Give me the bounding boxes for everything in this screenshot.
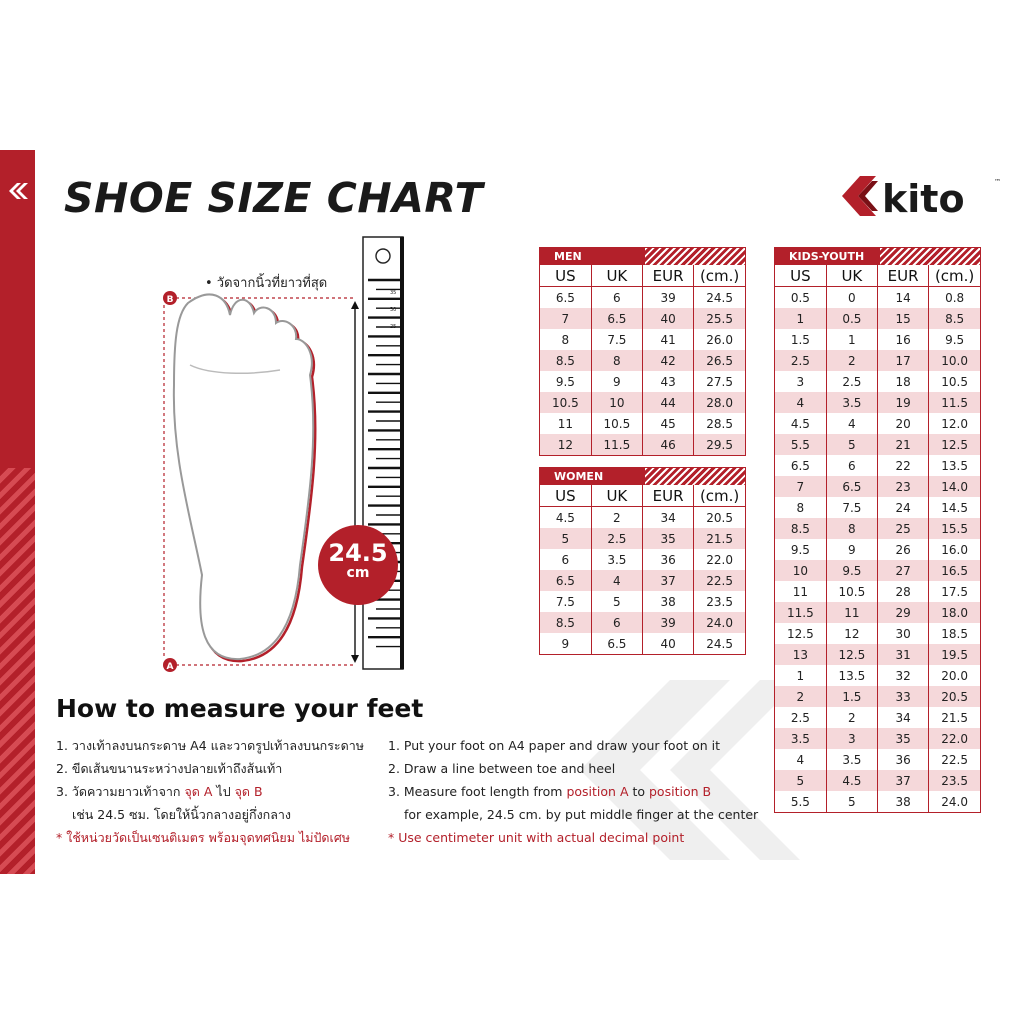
table-cell: 14.5	[929, 497, 980, 518]
table-cell: 25	[878, 518, 929, 539]
table-cell: 8	[591, 350, 642, 371]
table-cell: 6	[591, 287, 642, 309]
brand-chevron-icon	[7, 180, 29, 202]
table-cell: 28	[878, 581, 929, 602]
table-cell: 12	[826, 623, 877, 644]
men-table-title: MEN	[554, 250, 582, 263]
table-cell: 5.5	[775, 791, 826, 812]
table-cell: 10.5	[540, 392, 591, 413]
table-row	[775, 539, 980, 560]
table-cell: 38	[878, 791, 929, 812]
table-row	[775, 749, 980, 770]
table-cell: 41	[643, 329, 694, 350]
table-cell: 29	[878, 602, 929, 623]
table-cell: 20.5	[929, 686, 980, 707]
ruler	[362, 236, 406, 672]
table-row	[540, 413, 745, 434]
how-to-measure-heading: How to measure your feet	[56, 694, 424, 723]
table-cell: 11	[540, 413, 591, 434]
thai-step-3-example: เช่น 24.5 ซม. โดยให้นิ้วกลางอยู่กึ่งกลาง	[72, 807, 292, 822]
table-row	[775, 560, 980, 581]
table-row	[775, 392, 980, 413]
table-cell: 16	[878, 329, 929, 350]
table-cell: 26.0	[694, 329, 745, 350]
table-row	[775, 497, 980, 518]
table-row	[775, 623, 980, 644]
table-cell: 8.5	[929, 308, 980, 329]
table-cell: 9.5	[826, 560, 877, 581]
page-title: SHOE SIZE CHART	[64, 174, 484, 222]
table-row	[775, 644, 980, 665]
table-cell: 14	[878, 287, 929, 309]
en-step-1: 1. Put your foot on A4 paper and draw your foot on it	[388, 738, 721, 753]
point-a-label: A	[166, 662, 174, 672]
table-cell: 29.5	[694, 434, 745, 455]
table-cell: 11.5	[591, 434, 642, 455]
table-row	[540, 528, 745, 549]
table-cell: 24.5	[694, 633, 745, 654]
table-cell: 6	[591, 612, 642, 633]
kids-youth-size-table	[774, 247, 981, 813]
col-uk: UK	[591, 485, 642, 507]
table-cell: 8	[826, 518, 877, 539]
table-cell: 27.5	[694, 371, 745, 392]
table-cell: 4.5	[826, 770, 877, 791]
table-cell: 30	[878, 623, 929, 644]
table-cell: 26	[878, 539, 929, 560]
table-cell: 2	[826, 350, 877, 371]
table-cell: 12.0	[929, 413, 980, 434]
table-row	[775, 434, 980, 455]
table-cell: 0	[826, 287, 877, 309]
women-table-title: WOMEN	[554, 470, 604, 483]
en-step-2: 2. Draw a line between toe and heel	[388, 761, 616, 776]
table-cell: 45	[643, 413, 694, 434]
table-cell: 18.5	[929, 623, 980, 644]
table-cell: 32	[878, 665, 929, 686]
table-cell: 3.5	[591, 549, 642, 570]
table-cell: 22.0	[694, 549, 745, 570]
table-cell: 22.5	[694, 570, 745, 591]
table-cell: 24.0	[694, 612, 745, 633]
table-cell: 1.5	[826, 686, 877, 707]
table-row	[775, 770, 980, 791]
table-cell: 18	[878, 371, 929, 392]
table-cell: 2.5	[591, 528, 642, 549]
kito-logo	[838, 172, 1004, 220]
table-cell: 9	[591, 371, 642, 392]
table-cell: 22.0	[929, 728, 980, 749]
table-cell: 40	[643, 633, 694, 654]
en-note: * Use centimeter unit with actual decimal point	[388, 830, 685, 845]
table-cell: 3.5	[826, 749, 877, 770]
table-cell: 23.5	[694, 591, 745, 612]
table-row	[775, 665, 980, 686]
table-cell: 5	[826, 791, 877, 812]
thai-step-3-mid: ไป	[212, 784, 235, 799]
table-cell: 43	[643, 371, 694, 392]
table-cell: 33	[878, 686, 929, 707]
table-row	[540, 633, 745, 654]
table-row	[775, 371, 980, 392]
thai-point-a: จุด A	[184, 784, 213, 799]
kids-table-title: KIDS-YOUTH	[789, 250, 865, 263]
table-cell: 17.5	[929, 581, 980, 602]
table-cell: 8	[775, 497, 826, 518]
table-cell: 11.5	[929, 392, 980, 413]
table-cell: 6.5	[540, 287, 591, 309]
table-cell: 4.5	[540, 507, 591, 529]
table-cell: 15	[878, 308, 929, 329]
men-table-header	[540, 265, 745, 287]
table-cell: 19.5	[929, 644, 980, 665]
table-cell: 10.5	[591, 413, 642, 434]
table-cell: 2.5	[826, 371, 877, 392]
table-row	[775, 518, 980, 539]
table-cell: 10.5	[826, 581, 877, 602]
table-cell: 27	[878, 560, 929, 581]
en-position-b: position B	[649, 784, 712, 799]
table-cell: 3	[826, 728, 877, 749]
table-cell: 17	[878, 350, 929, 371]
table-cell: 4	[591, 570, 642, 591]
table-cell: 8.5	[775, 518, 826, 539]
table-cell: 21	[878, 434, 929, 455]
table-row	[540, 308, 745, 329]
table-cell: 36	[643, 549, 694, 570]
brand-wordmark: kito	[882, 177, 965, 220]
table-cell: 34	[878, 707, 929, 728]
table-cell: 12.5	[929, 434, 980, 455]
table-cell: 0.8	[929, 287, 980, 309]
table-row	[775, 602, 980, 623]
table-cell: 20.0	[929, 665, 980, 686]
table-cell: 39	[643, 612, 694, 633]
thai-step-1: 1. วางเท้าลงบนกระดาษ A4 และวาดรูปเท้าลงบนกระดาษ	[56, 738, 365, 753]
table-cell: 5	[775, 770, 826, 791]
table-cell: 34	[643, 507, 694, 529]
table-cell: 7.5	[591, 329, 642, 350]
table-cell: 3.5	[826, 392, 877, 413]
col-cm: (cm.)	[694, 265, 745, 287]
table-cell: 23	[878, 476, 929, 497]
thai-note: * ใช้หน่วยวัดเป็นเซนติเมตร พร้อมจุดทศนิยม ไม่ปัดเศษ	[56, 830, 350, 845]
table-cell: 1	[775, 308, 826, 329]
table-row	[775, 287, 980, 309]
table-row	[540, 434, 745, 455]
table-cell: 2	[775, 686, 826, 707]
table-cell: 3.5	[775, 728, 826, 749]
table-cell: 23.5	[929, 770, 980, 791]
table-cell: 39	[643, 287, 694, 309]
table-cell: 37	[643, 570, 694, 591]
table-row	[775, 728, 980, 749]
table-row	[540, 612, 745, 633]
col-eur: EUR	[643, 485, 694, 507]
table-cell: 28.0	[694, 392, 745, 413]
table-cell: 8.5	[540, 612, 591, 633]
table-cell: 1	[826, 329, 877, 350]
table-cell: 13.5	[826, 665, 877, 686]
table-cell: 0.5	[775, 287, 826, 309]
svg-text:™: ™	[994, 178, 1001, 186]
en-step-3-prefix: 3. Measure foot length from	[388, 784, 567, 799]
table-cell: 2.5	[775, 350, 826, 371]
ruler-label-25: 25	[390, 324, 397, 330]
table-cell: 5	[826, 434, 877, 455]
col-us: US	[540, 485, 591, 507]
table-cell: 9.5	[775, 539, 826, 560]
table-cell: 38	[643, 591, 694, 612]
table-cell: 2	[826, 707, 877, 728]
women-table-header	[540, 485, 745, 507]
table-row	[540, 549, 745, 570]
table-cell: 42	[643, 350, 694, 371]
table-cell: 46	[643, 434, 694, 455]
table-cell: 13	[775, 644, 826, 665]
table-cell: 5.5	[775, 434, 826, 455]
table-cell: 2.5	[775, 707, 826, 728]
length-badge	[318, 525, 398, 605]
en-position-a: position A	[566, 784, 629, 799]
table-cell: 22	[878, 455, 929, 476]
table-cell: 12.5	[826, 644, 877, 665]
thai-point-b: จุด B	[234, 784, 263, 799]
table-cell: 21.5	[694, 528, 745, 549]
table-row	[775, 455, 980, 476]
table-cell: 9.5	[929, 329, 980, 350]
table-cell: 4	[775, 749, 826, 770]
table-row	[540, 392, 745, 413]
table-cell: 2	[591, 507, 642, 529]
table-cell: 10	[591, 392, 642, 413]
table-cell: 1	[775, 665, 826, 686]
table-cell: 7	[775, 476, 826, 497]
ruler-label-35: 35	[390, 290, 397, 296]
table-cell: 12	[540, 434, 591, 455]
table-cell: 16.5	[929, 560, 980, 581]
en-step-3-mid: to	[628, 784, 649, 799]
col-cm: (cm.)	[694, 485, 745, 507]
table-cell: 5	[591, 591, 642, 612]
table-cell: 19	[878, 392, 929, 413]
table-cell: 8	[540, 329, 591, 350]
table-cell: 20.5	[694, 507, 745, 529]
table-cell: 14.0	[929, 476, 980, 497]
ruler-label-30: 30	[390, 307, 397, 313]
thai-step-3-prefix: 3. วัดความยาวเท้าจาก	[56, 784, 185, 799]
table-row	[775, 707, 980, 728]
table-cell: 35	[643, 528, 694, 549]
col-eur: EUR	[878, 265, 929, 287]
table-row	[540, 329, 745, 350]
table-cell: 28.5	[694, 413, 745, 434]
table-cell: 44	[643, 392, 694, 413]
kids-table-header	[775, 265, 980, 287]
table-cell: 24.0	[929, 791, 980, 812]
table-cell: 6.5	[591, 633, 642, 654]
table-cell: 10.0	[929, 350, 980, 371]
table-cell: 4.5	[775, 413, 826, 434]
table-row	[540, 371, 745, 392]
point-b-label: B	[166, 295, 174, 305]
table-cell: 0.5	[826, 308, 877, 329]
table-row	[775, 686, 980, 707]
table-cell: 26.5	[694, 350, 745, 371]
table-row	[775, 413, 980, 434]
table-cell: 5	[540, 528, 591, 549]
table-row	[540, 570, 745, 591]
col-cm: (cm.)	[929, 265, 980, 287]
table-cell: 7	[540, 308, 591, 329]
table-cell: 12.5	[775, 623, 826, 644]
table-row	[540, 287, 745, 309]
table-cell: 15.5	[929, 518, 980, 539]
women-size-table	[539, 467, 746, 655]
table-cell: 11.5	[775, 602, 826, 623]
table-cell: 8.5	[540, 350, 591, 371]
table-cell: 16.0	[929, 539, 980, 560]
table-cell: 9	[540, 633, 591, 654]
table-cell: 13.5	[929, 455, 980, 476]
table-cell: 6.5	[591, 308, 642, 329]
table-cell: 22.5	[929, 749, 980, 770]
table-cell: 9.5	[540, 371, 591, 392]
table-row	[775, 350, 980, 371]
col-us: US	[540, 265, 591, 287]
table-cell: 31	[878, 644, 929, 665]
table-cell: 10.5	[929, 371, 980, 392]
thai-step-3	[56, 780, 364, 803]
measure-note: • วัดจากนิ้วที่ยาวที่สุด	[205, 276, 328, 291]
table-cell: 6	[826, 455, 877, 476]
table-row	[540, 507, 745, 529]
table-cell: 4	[775, 392, 826, 413]
table-cell: 7.5	[540, 591, 591, 612]
table-row	[540, 591, 745, 612]
table-cell: 4	[826, 413, 877, 434]
thai-step-2: 2. ขีดเส้นขนานระหว่างปลายเท้าถึงส้นเท้า	[56, 761, 283, 776]
table-row	[775, 308, 980, 329]
size-chart-panel	[0, 150, 1024, 874]
table-cell: 7.5	[826, 497, 877, 518]
table-row	[775, 329, 980, 350]
left-accent-bar	[0, 150, 35, 874]
table-cell: 35	[878, 728, 929, 749]
table-row	[775, 581, 980, 602]
table-cell: 11	[826, 602, 877, 623]
table-cell: 6.5	[540, 570, 591, 591]
table-cell: 3	[775, 371, 826, 392]
table-cell: 1.5	[775, 329, 826, 350]
col-uk: UK	[591, 265, 642, 287]
table-row	[775, 791, 980, 812]
en-step-3	[388, 780, 758, 803]
english-instructions	[388, 734, 758, 849]
table-cell: 24	[878, 497, 929, 518]
length-unit: cm	[346, 565, 370, 581]
table-row	[775, 476, 980, 497]
striped-decoration	[0, 468, 35, 874]
table-cell: 6.5	[775, 455, 826, 476]
table-cell: 10	[775, 560, 826, 581]
table-cell: 37	[878, 770, 929, 791]
table-cell: 21.5	[929, 707, 980, 728]
length-value: 24.5	[328, 539, 388, 567]
col-eur: EUR	[643, 265, 694, 287]
table-cell: 40	[643, 308, 694, 329]
table-cell: 6	[540, 549, 591, 570]
table-cell: 24.5	[694, 287, 745, 309]
table-cell: 36	[878, 749, 929, 770]
thai-instructions	[56, 734, 364, 849]
table-cell: 11	[775, 581, 826, 602]
col-us: US	[775, 265, 826, 287]
table-cell: 6.5	[826, 476, 877, 497]
table-cell: 20	[878, 413, 929, 434]
table-cell: 25.5	[694, 308, 745, 329]
table-cell: 18.0	[929, 602, 980, 623]
col-uk: UK	[826, 265, 877, 287]
en-step-3-example: for example, 24.5 cm. by put middle finger at the center	[404, 807, 759, 822]
table-cell: 9	[826, 539, 877, 560]
table-row	[540, 350, 745, 371]
men-size-table	[539, 247, 746, 456]
